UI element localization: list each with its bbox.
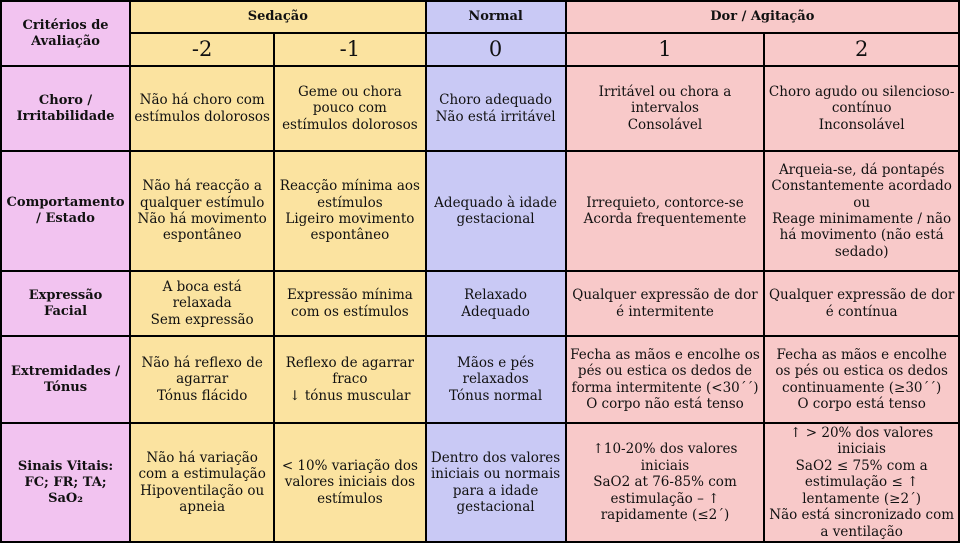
score-2: 2 bbox=[765, 34, 958, 65]
cell: ↑10-20% dos valores iniciais SaO2 at 76-85% com estimulação – ↑ rapidamente (≤2´) bbox=[567, 424, 764, 541]
cell: Irritável ou chora a intervalos Consolável bbox=[567, 67, 764, 150]
cell: Dentro dos valores iniciais ou normais para a idade gestacional bbox=[427, 424, 565, 541]
cell: Não há reacção a qualquer estímulo Não há movimento espontâneo bbox=[131, 152, 273, 270]
row-label: Extremidades / Tónus bbox=[2, 337, 129, 422]
cell: ↑ > 20% dos valores iniciais SaO2 ≤ 75% com a estimulação ≤ ↑ lentamente (≥2´) Não está sincronizado com a ventilação bbox=[765, 424, 958, 541]
cell: Reflexo de agarrar fraco ↓ tónus muscular bbox=[275, 337, 424, 422]
cell: Arqueia-se, dá pontapés Constantemente acordado ou Reage minimamente / não há movimento (não está sedado) bbox=[765, 152, 958, 270]
normal-group-header: Normal bbox=[427, 2, 565, 32]
table-row bbox=[2, 424, 958, 541]
table-row bbox=[2, 272, 958, 335]
score-0: 0 bbox=[427, 34, 565, 65]
row-label: Sinais Vitais: FC; FR; TA; SaO₂ bbox=[2, 424, 129, 541]
cell: Qualquer expressão de dor é contínua bbox=[765, 272, 958, 335]
table-row bbox=[2, 337, 958, 422]
row-label: Choro / Irritabilidade bbox=[2, 67, 129, 150]
cell: Reacção mínima aos estímulos Ligeiro movimento espontâneo bbox=[275, 152, 424, 270]
cell: Fecha as mãos e encolhe os pés ou estica os dedos de forma intermitente (<30´´) O corpo não está tenso bbox=[567, 337, 764, 422]
cell: Expressão mínima com os estímulos bbox=[275, 272, 424, 335]
pain-group-header: Dor / Agitação bbox=[567, 2, 958, 32]
cell: < 10% variação dos valores iniciais dos estímulos bbox=[275, 424, 424, 541]
cell: Choro agudo ou silencioso-contínuo Inconsolável bbox=[765, 67, 958, 150]
cell: Não há reflexo de agarrar Tónus flácido bbox=[131, 337, 273, 422]
cell: A boca está relaxada Sem expressão bbox=[131, 272, 273, 335]
table-row bbox=[2, 67, 958, 150]
cell: Não há variação com a estimulação Hipoventilação ou apneia bbox=[131, 424, 273, 541]
score-1: 1 bbox=[567, 34, 764, 65]
table-row bbox=[2, 152, 958, 270]
cell: Choro adequado Não está irritável bbox=[427, 67, 565, 150]
score-row bbox=[2, 34, 958, 65]
header-row bbox=[2, 2, 958, 32]
row-label: Expressão Facial bbox=[2, 272, 129, 335]
cell: Qualquer expressão de dor é intermitente bbox=[567, 272, 764, 335]
score-minus-2: -2 bbox=[131, 34, 273, 65]
score-minus-1: -1 bbox=[275, 34, 424, 65]
sedation-group-header: Sedação bbox=[131, 2, 424, 32]
cell: Adequado à idade gestacional bbox=[427, 152, 565, 270]
cell: Fecha as mãos e encolhe os pés ou estica os dedos continuamente (≥30´´) O corpo está tenso bbox=[765, 337, 958, 422]
cell: Relaxado Adequado bbox=[427, 272, 565, 335]
criteria-header: Critérios de Avaliação bbox=[2, 2, 129, 65]
cell: Mãos e pés relaxados Tónus normal bbox=[427, 337, 565, 422]
cell: Geme ou chora pouco com estímulos dolorosos bbox=[275, 67, 424, 150]
row-label: Comportamento / Estado bbox=[2, 152, 129, 270]
cell: Não há choro com estímulos dolorosos bbox=[131, 67, 273, 150]
cell: Irrequieto, contorce-se Acorda frequentemente bbox=[567, 152, 764, 270]
